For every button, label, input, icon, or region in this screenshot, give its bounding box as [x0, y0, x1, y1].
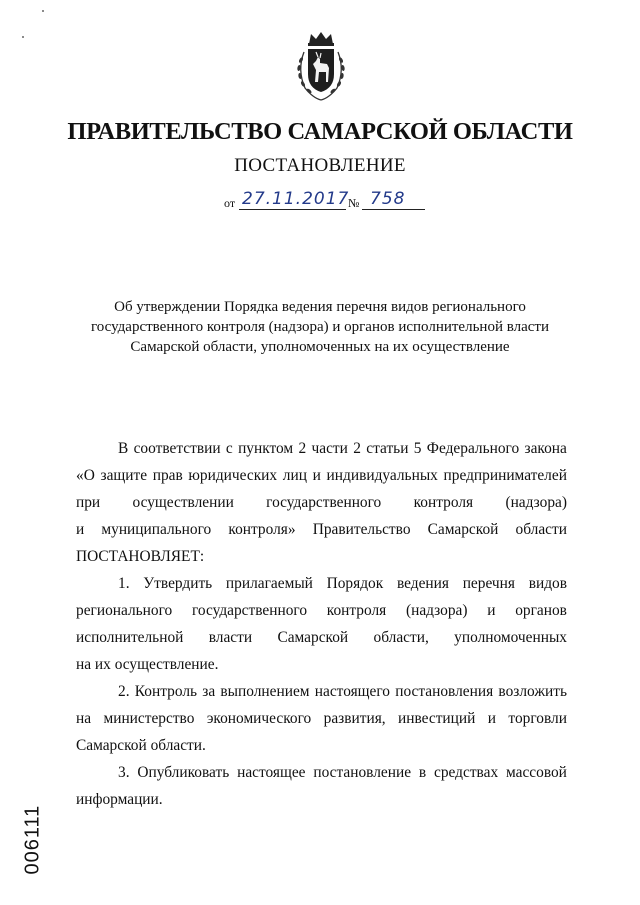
item-3-line — [76, 759, 567, 786]
coat-of-arms-icon — [291, 30, 351, 102]
word: и — [76, 521, 85, 538]
word: Утвердить — [143, 575, 213, 592]
word: Опубликовать — [137, 764, 230, 781]
word: Правительство — [312, 521, 411, 538]
word: 2 — [353, 440, 361, 457]
item-2-last-line: Самарской области. — [76, 737, 206, 754]
word: осуществлении — [132, 494, 234, 511]
word: прилагаемый — [225, 575, 313, 592]
item-1-last-line: на их осуществление. — [76, 656, 219, 673]
word: предпринимателей — [443, 467, 567, 484]
word: экономического — [206, 710, 312, 727]
word: пунктом — [238, 440, 294, 457]
preamble-line — [76, 435, 567, 462]
title-line: Об утверждении Порядка ведения перечня видов регионального — [114, 299, 526, 315]
word: видов — [528, 575, 567, 592]
serial-number: 006111 — [21, 804, 44, 875]
word: министерство — [103, 710, 195, 727]
word: Самарской — [427, 521, 499, 538]
word: части — [311, 440, 348, 457]
word: области, — [373, 629, 429, 646]
word: (надзора) — [405, 602, 468, 619]
word: постановление — [313, 764, 412, 781]
item-1-line — [76, 570, 567, 597]
document-type: ПОСТАНОВЛЕНИЕ — [234, 155, 406, 176]
word: прав — [152, 467, 183, 484]
preamble-line — [76, 489, 567, 516]
word: контроля — [326, 602, 387, 619]
word: торговли — [508, 710, 567, 727]
word: 2. — [118, 683, 130, 700]
date-prefix: от — [224, 196, 236, 210]
document-body — [76, 435, 567, 813]
word: и — [312, 467, 321, 484]
title-line: государственного контроля (надзора) и органов исполнительной власти — [91, 319, 549, 335]
word: инвестиций — [398, 710, 476, 727]
word: области — [515, 521, 567, 538]
word: уполномоченных — [454, 629, 567, 646]
scan-speck — [22, 36, 24, 38]
word: «О — [76, 467, 95, 484]
word: перечня — [462, 575, 515, 592]
item-2-line — [76, 678, 567, 705]
word: развития, — [323, 710, 386, 727]
serial-stamp — [20, 795, 46, 875]
date-number-line — [222, 189, 442, 213]
word: лиц — [282, 467, 307, 484]
handwritten-date: 27.11.2017 — [242, 189, 350, 209]
word: при — [76, 494, 101, 511]
word: 2 — [298, 440, 307, 457]
word: закона — [524, 440, 567, 457]
word: в — [418, 764, 427, 781]
word: исполнительной — [76, 629, 184, 646]
word: контроля» — [228, 521, 296, 538]
word: 5 — [413, 440, 422, 457]
word: 3. — [118, 764, 130, 781]
item-2-line — [76, 705, 567, 732]
word: массовой — [506, 764, 567, 781]
word: государственного — [266, 494, 382, 511]
word: возложить — [498, 683, 567, 700]
scan-speck — [42, 10, 44, 12]
preamble-line — [76, 462, 567, 489]
item-1-line — [76, 624, 567, 651]
word: выполнением — [220, 683, 310, 700]
word: статьи — [366, 440, 409, 457]
decree-word: ПОСТАНОВЛЯЕТ: — [76, 548, 205, 565]
word: соответствии — [133, 440, 221, 457]
word: органов — [515, 602, 567, 619]
title-line: Самарской области, уполномоченных на их осуществление — [130, 339, 510, 355]
word: государственного — [191, 602, 308, 619]
word: на — [76, 710, 92, 727]
word: защите — [100, 467, 148, 484]
word: настоящего — [314, 683, 390, 700]
word: ведения — [396, 575, 449, 592]
word: Порядок — [326, 575, 384, 592]
item-1-line — [76, 597, 567, 624]
word: 1. — [118, 575, 130, 592]
number-underline — [362, 209, 425, 210]
handwritten-number: 758 — [370, 189, 406, 209]
word: индивидуальных — [326, 467, 438, 484]
word: постановления — [395, 683, 494, 700]
word: средствах — [434, 764, 499, 781]
word: власти — [208, 629, 253, 646]
word: Самарской — [277, 629, 349, 646]
word: юридических — [188, 467, 278, 484]
number-prefix: № — [348, 196, 360, 210]
organization-name: ПРАВИТЕЛЬСТВО САМАРСКОЙ ОБЛАСТИ — [67, 118, 573, 145]
word: за — [202, 683, 216, 700]
date-underline — [239, 209, 346, 210]
item-3-last-line: информации. — [76, 791, 163, 808]
word: регионального — [76, 602, 173, 619]
word: с — [225, 440, 233, 457]
word: контроля — [413, 494, 474, 511]
word: В — [118, 440, 129, 457]
word: настоящее — [237, 764, 306, 781]
word: и — [487, 602, 496, 619]
word: муниципального — [101, 521, 212, 538]
word: Федерального — [426, 440, 520, 457]
word: и — [487, 710, 497, 727]
word: (надзора) — [505, 494, 567, 511]
word: Контроль — [134, 683, 198, 700]
preamble-line — [76, 516, 567, 543]
document-title — [70, 297, 570, 357]
